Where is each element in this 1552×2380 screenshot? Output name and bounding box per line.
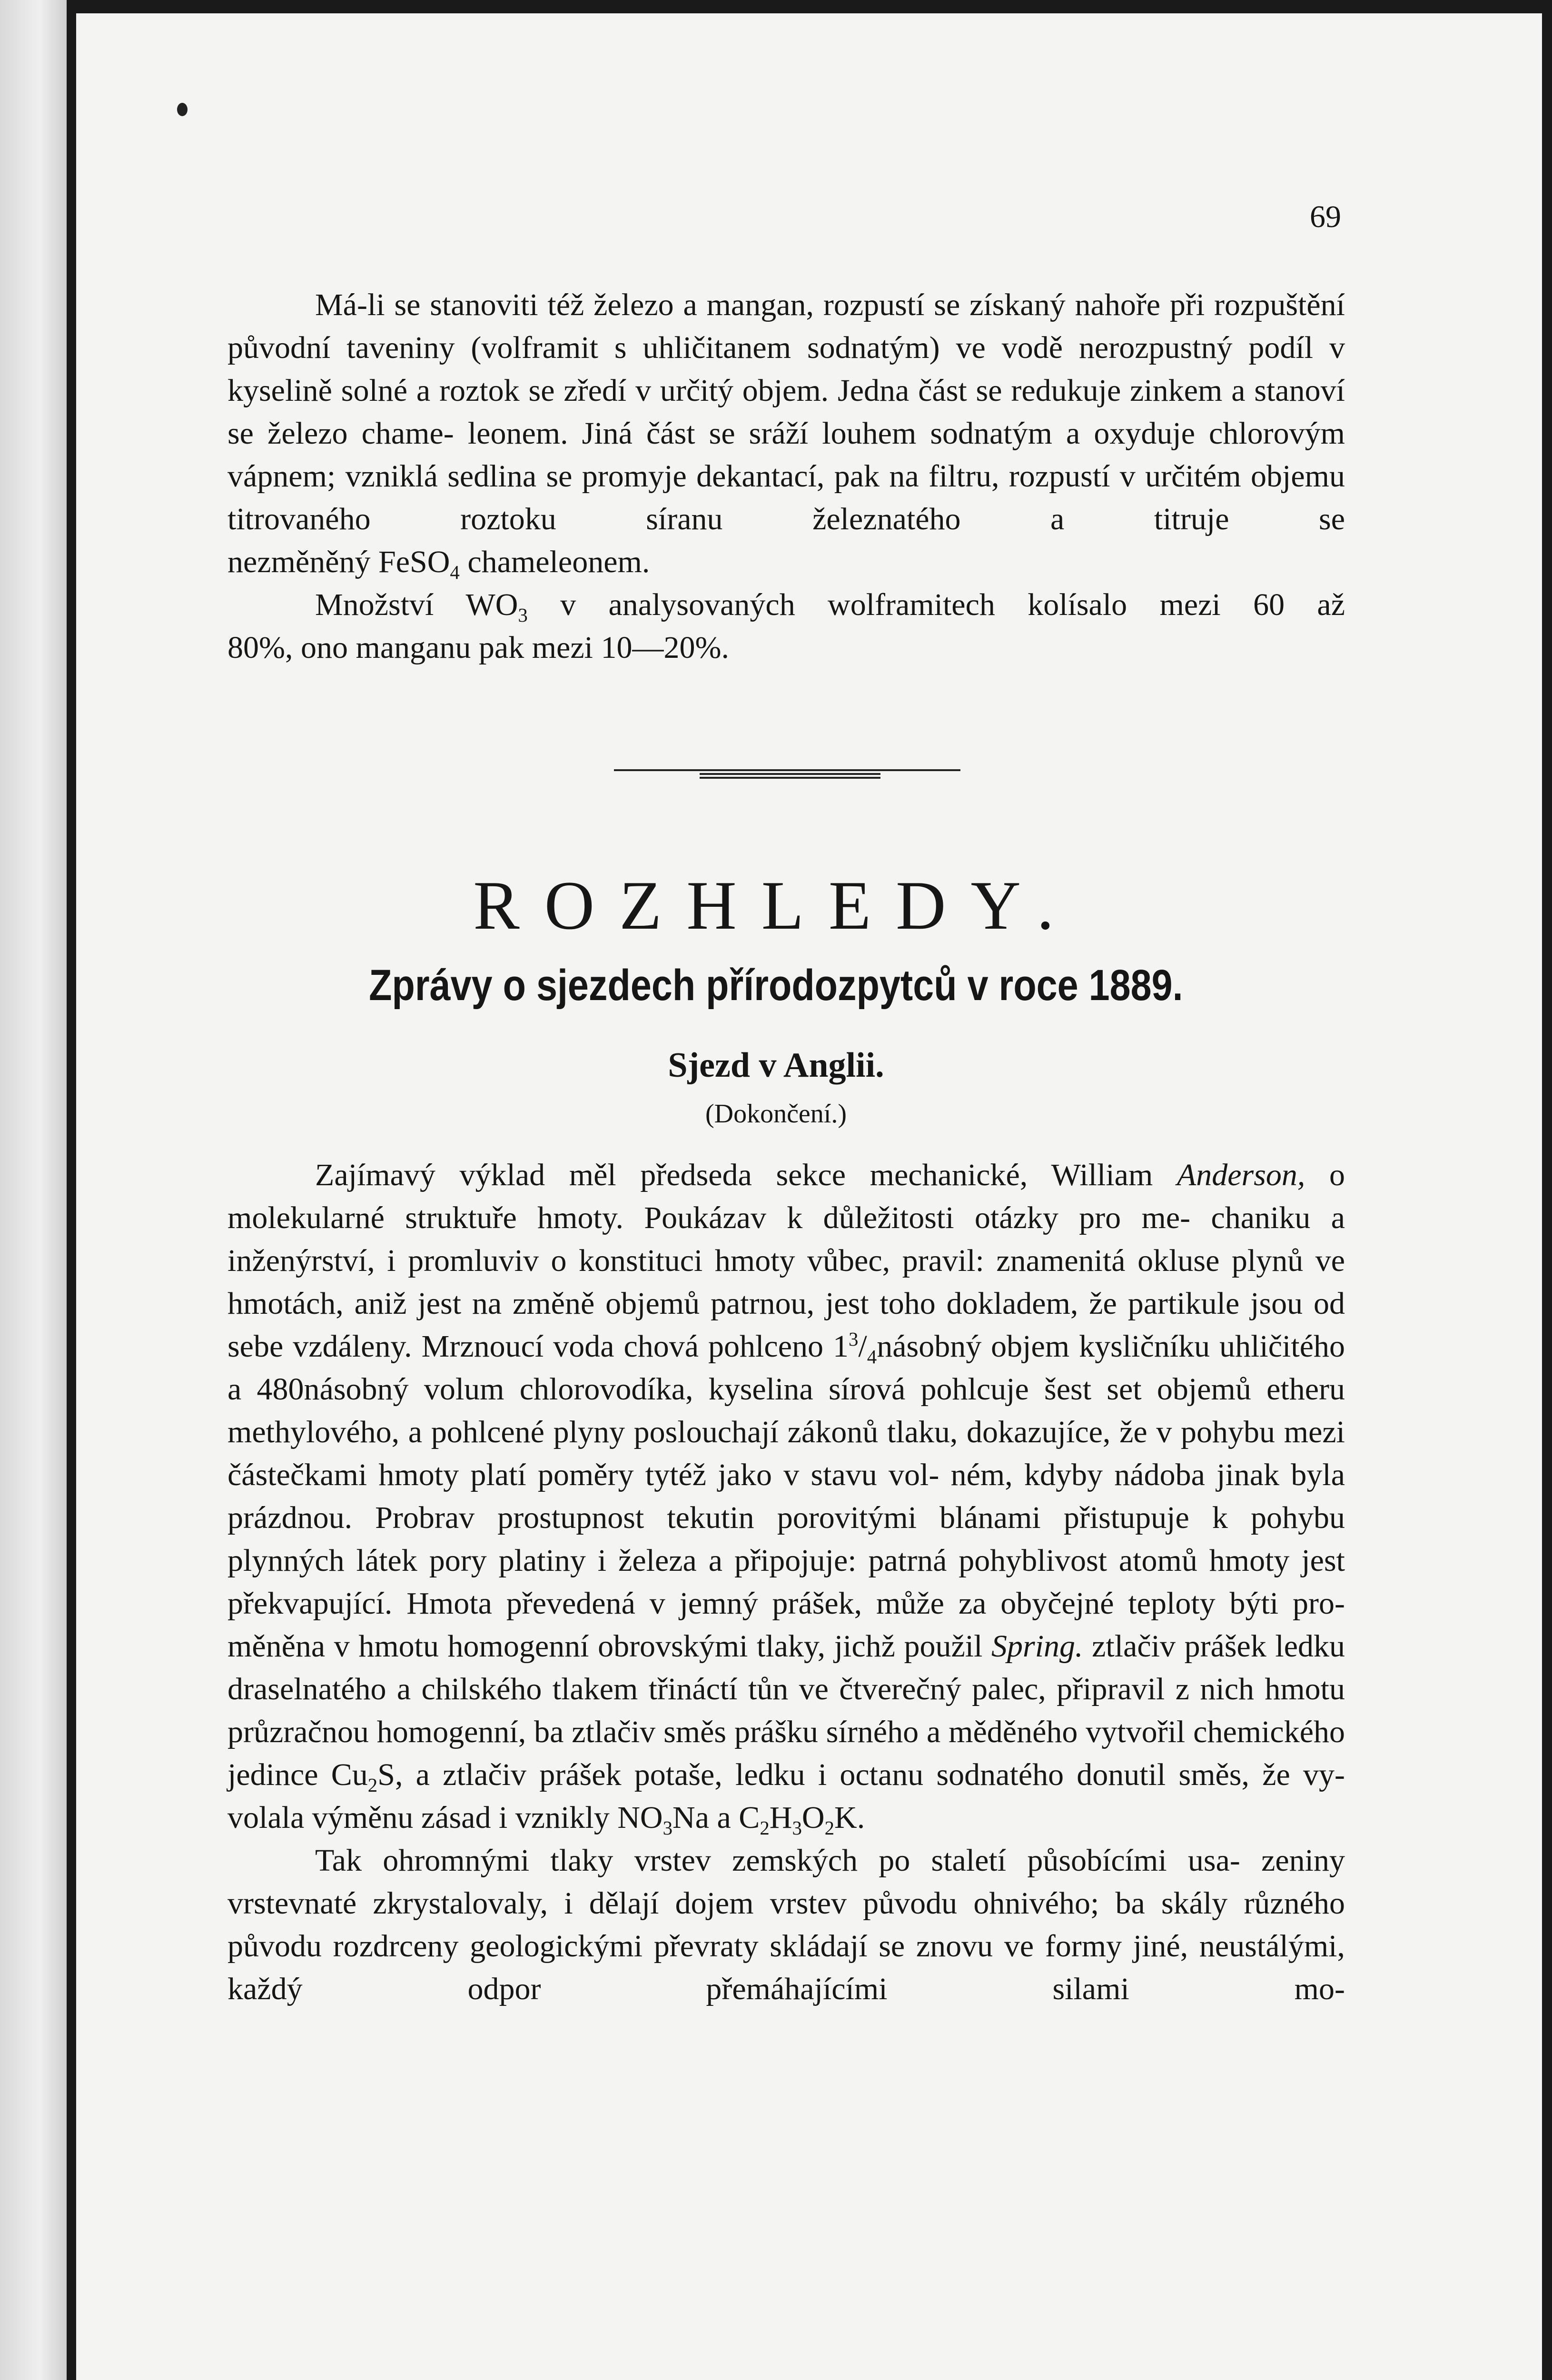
article-headline: Zprávy o sjezdech přírodozpytců v roce 1889. — [369, 961, 1183, 1010]
body-line-16: čtverečný palec, připravil z nich hmotu průzračnou homogenní, ba ztlačiv — [227, 1672, 1345, 1749]
intro-line-2: při rozpuštění původní taveniny (volframit s uhličitanem sodnatým) ve — [227, 288, 1345, 365]
intro-paragraph-1 — [227, 284, 1345, 541]
body-paragraph-2 — [227, 1839, 1345, 2011]
intro-text — [227, 284, 1345, 669]
article-body — [227, 1154, 1345, 2011]
intro-line-4: objem. Jedna část se redukuje zinkem a stanoví se železo chame- — [227, 373, 1345, 451]
intro-line-1: Má-li se stanoviti též železo a mangan, rozpustí se získaný nahoře — [315, 288, 1161, 322]
subscript: 3 — [792, 1817, 802, 1839]
intro-p2-a: Množství WO — [315, 587, 518, 622]
ink-dot — [177, 103, 188, 116]
body-line-6-rest: násobný objem kysličníku uhličitého a 480násobný — [227, 1329, 1345, 1407]
superscript: 3 — [848, 1329, 859, 1350]
body-line-6: chová pohlceno 1 — [623, 1329, 849, 1364]
adjacent-page-edge — [0, 0, 67, 2380]
formula-part: Na a C — [672, 1800, 760, 1835]
subscript: 2 — [824, 1817, 835, 1839]
person-name: Spring. — [991, 1629, 1083, 1664]
body-line-15: ztlačiv prášek ledku draselnatého a chilského tlakem třináctí tůn ve — [227, 1629, 1345, 1706]
body-paragraph-1 — [227, 1154, 1345, 1796]
body-line-7: volum chlorovodíka, kyselina sírová pohlcuje šest set objemů etheru — [424, 1372, 1345, 1407]
body-line-14: měněna v hmotu homogenní obrovskými tlaky, jichž použil — [227, 1629, 992, 1664]
body-line-2: o molekularné struktuře hmoty. Poukázav k důležitosti otázky pro me- — [227, 1158, 1345, 1235]
section-title: ROZHLEDY. — [473, 867, 1079, 944]
page-number: 69 — [1310, 199, 1341, 234]
body-line-4: znamenitá okluse plynů ve hmotách, aniž jest na změně objemů patrnou, — [227, 1243, 1345, 1321]
subscript: 2 — [367, 1775, 378, 1796]
body-line-17: směs prášku sírného a měděného vytvořil chemického jedince Cu — [227, 1715, 1345, 1792]
intro-paragraph-2-end — [227, 626, 1345, 669]
subscript: 4 — [867, 1346, 877, 1368]
body-p2-line-3: ba skály různého původu rozdrceny geologickými převraty skládají se — [227, 1886, 1345, 1964]
subscript: 3 — [518, 605, 528, 626]
body-line-3: chaniku a inženýrství, i promluviv o konstituci hmoty vůbec, pravil: — [227, 1200, 1345, 1278]
intro-paragraph-2 — [227, 584, 1345, 626]
article-subheadline: Sjezd v Anglii. — [668, 1046, 884, 1085]
body-line-18: a ztlačiv prášek potaše, ledku i octanu sodnatého donutil směs, že vy- — [415, 1757, 1345, 1792]
intro-p2-line2: 80%, ono manganu pak mezi 10—20%. — [227, 630, 729, 665]
intro-p2-b: v analysovaných wolframitech kolísalo mezi 60 až — [527, 587, 1345, 622]
body-line-1: Zajímavý výklad měl předseda sekce mechanické, William — [315, 1158, 1177, 1192]
body-line-11: porovitými blánami přistupuje k pohybu plynných látek pory platiny — [227, 1500, 1345, 1578]
intro-line-8-rest: chameleonem. — [459, 545, 650, 579]
body-p2-line-2: zeniny vrstevnaté zkrystalovaly, i dělají dojem vrstev původu ohnivého; — [227, 1843, 1345, 1921]
continued-note: (Dokončení.) — [705, 1099, 847, 1129]
intro-paragraph-1-end — [227, 541, 1345, 584]
intro-line-8: nezměněný FeSO — [227, 545, 450, 579]
intro-line-3: vodě nerozpustný podíl v kyselině solné a roztok se zředí v určitý — [227, 330, 1345, 408]
intro-line-7: v určitém objemu titrovaného roztoku síranu železnatého a titruje se — [227, 459, 1345, 536]
formula-part: O — [801, 1800, 825, 1835]
body-line-9: v pohybu mezi částečkami hmoty platí poměry tytéž jako v stavu vol- — [227, 1415, 1345, 1492]
subscript: 4 — [450, 562, 460, 584]
section-divider — [614, 769, 960, 780]
body-paragraph-1-end — [227, 1796, 1345, 1839]
body-line-5: jest toho dokladem, že partikule jsou od sebe vzdáleny. Mrznoucí voda — [227, 1286, 1345, 1364]
body-line-10: ném, kdyby nádoba jinak byla prázdnou. Probrav prostupnost tekutin — [227, 1458, 1345, 1535]
body-line-17-rest: S, — [377, 1757, 403, 1792]
body-line-13: Hmota převedená v jemný prášek, může za obyčejné teploty býti pro- — [406, 1586, 1345, 1621]
body-p2-line-1: Tak ohromnými tlaky vrstev zemských po staletí působícími usa- — [315, 1843, 1240, 1878]
subscript: 2 — [760, 1817, 770, 1839]
fraction-slash: / — [858, 1329, 867, 1364]
formula-part: H — [769, 1800, 792, 1835]
intro-line-6: vápnem; vzniklá sedlina se promyje dekantací, pak na filtru, rozpustí — [227, 459, 1110, 494]
subscript: 3 — [662, 1817, 673, 1839]
intro-line-5: leonem. Jiná část se sráží louhem sodnatým a oxyduje chlorovým — [467, 416, 1345, 451]
body-line-8: methylového, a pohlcené plyny poslouchají zákonů tlaku, dokazujíce, že — [227, 1415, 1147, 1449]
body-line-12: i železa a připojuje: patrná pohyblivost atomů hmoty jest překvapující. — [227, 1543, 1345, 1621]
person-name: Anderson, — [1176, 1158, 1305, 1192]
body-line-19: volala výměnu zásad i vznikly NO — [227, 1800, 663, 1835]
formula-part: K. — [834, 1800, 865, 1835]
body-p2-line-4: znovu ve formy jiné, neustálými, každý odpor přemáhajícími silami mo- — [227, 1929, 1345, 2006]
